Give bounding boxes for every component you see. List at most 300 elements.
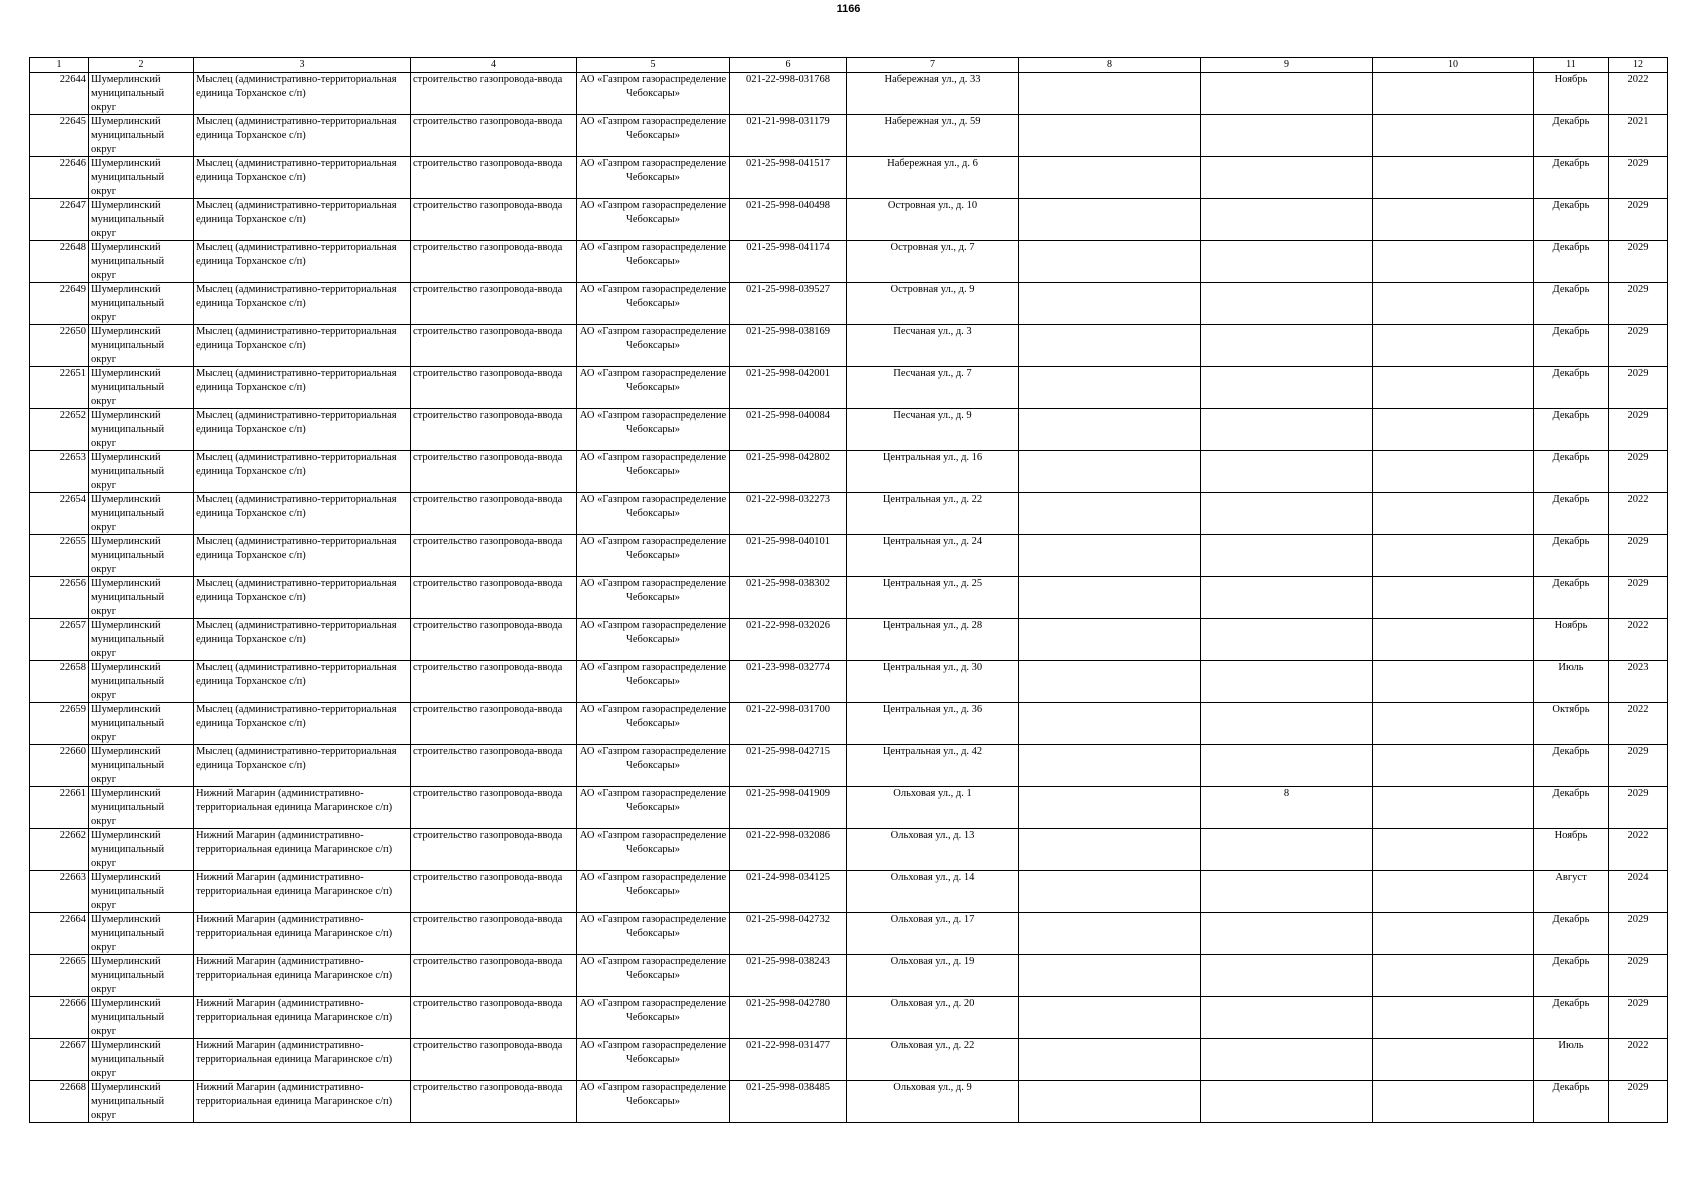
object-code-cell-text: 021-22-998-032086	[746, 830, 830, 841]
month-cell	[1534, 661, 1609, 703]
column-9-cell-text	[1203, 535, 1370, 576]
year-cell-text: 2022	[1627, 704, 1649, 715]
month-cell	[1534, 409, 1609, 451]
row-number	[30, 241, 89, 283]
column-10-cell	[1373, 829, 1534, 871]
column-9-cell-text	[1203, 871, 1370, 912]
table-row	[30, 409, 1668, 451]
settlement-cell	[194, 913, 411, 955]
work-type-cell-text: строительство газопровода-ввода	[413, 1082, 563, 1093]
address-cell-text: Песчаная ул., д. 7	[893, 368, 972, 379]
column-9-cell	[1201, 913, 1373, 955]
address-cell	[847, 1039, 1019, 1081]
settlement-cell-text: Нижний Магарин (административно-территориальная единица Магаринское с/п)	[196, 998, 393, 1023]
column-9-cell-text	[1203, 325, 1370, 366]
work-type-cell-text: строительство газопровода-ввода	[413, 368, 563, 379]
register-table	[29, 57, 1668, 1123]
object-code-cell-text: 021-21-998-031179	[746, 116, 830, 127]
object-code-cell	[730, 409, 847, 451]
column-9-cell-text: 8	[1283, 788, 1290, 799]
table-row	[30, 199, 1668, 241]
district-cell-text: Шумерлинский муниципальный округ	[91, 452, 165, 491]
row-number-text: 22662	[59, 830, 86, 841]
column-9-cell	[1201, 1039, 1373, 1081]
district-cell	[89, 367, 194, 409]
work-type-cell	[411, 157, 577, 199]
table-row	[30, 745, 1668, 787]
settlement-cell-text: Мыслец (административно-территориальная единица Торханское с/п)	[196, 116, 397, 141]
column-10-cell	[1373, 157, 1534, 199]
organization-cell-text: АО «Газпром газораспределение Чебоксары»	[579, 830, 727, 855]
year-cell-text: 2022	[1627, 74, 1649, 85]
organization-cell	[577, 955, 730, 997]
table-row	[30, 73, 1668, 115]
row-number-text: 22665	[59, 956, 86, 967]
column-9-cell-text	[1203, 997, 1370, 1038]
column-9-cell	[1201, 703, 1373, 745]
organization-cell	[577, 115, 730, 157]
work-type-cell-text: строительство газопровода-ввода	[413, 704, 563, 715]
row-number	[30, 829, 89, 871]
year-cell	[1609, 367, 1668, 409]
column-9-cell	[1201, 871, 1373, 913]
year-cell	[1609, 997, 1668, 1039]
district-cell	[89, 577, 194, 619]
work-type-cell	[411, 955, 577, 997]
organization-cell	[577, 325, 730, 367]
district-cell-text: Шумерлинский муниципальный округ	[91, 116, 165, 155]
month-cell-text: Декабрь	[1552, 368, 1590, 379]
column-10-cell-text	[1375, 493, 1531, 534]
column-10-cell-text	[1375, 619, 1531, 660]
table-row	[30, 913, 1668, 955]
column-9-cell-text	[1203, 1039, 1370, 1080]
district-cell	[89, 157, 194, 199]
organization-cell	[577, 871, 730, 913]
object-code-cell-text: 021-25-998-042715	[746, 746, 830, 757]
settlement-cell-text: Мыслец (административно-территориальная единица Торханское с/п)	[196, 326, 397, 351]
column-8-cell	[1019, 787, 1201, 829]
column-8-cell-text	[1021, 1081, 1198, 1122]
year-cell	[1609, 451, 1668, 493]
object-code-cell-text: 021-22-998-032026	[746, 620, 830, 631]
month-cell-text: Ноябрь	[1554, 830, 1588, 841]
table-row	[30, 157, 1668, 199]
organization-cell	[577, 997, 730, 1039]
object-code-cell	[730, 73, 847, 115]
object-code-cell-text: 021-25-998-038302	[746, 578, 830, 589]
column-header-9: 9	[1201, 58, 1373, 73]
district-cell	[89, 619, 194, 661]
month-cell	[1534, 997, 1609, 1039]
column-10-cell	[1373, 619, 1534, 661]
address-cell-text: Центральная ул., д. 28	[882, 620, 983, 631]
table-row	[30, 367, 1668, 409]
month-cell-text: Декабрь	[1552, 158, 1590, 169]
table-row	[30, 535, 1668, 577]
month-cell	[1534, 577, 1609, 619]
month-cell	[1534, 1039, 1609, 1081]
settlement-cell-text: Нижний Магарин (административно-территориальная единица Магаринское с/п)	[196, 788, 393, 813]
column-10-cell-text	[1375, 745, 1531, 786]
column-8-cell-text	[1021, 493, 1198, 534]
column-header-8: 8	[1019, 58, 1201, 73]
district-cell-text: Шумерлинский муниципальный округ	[91, 74, 165, 113]
object-code-cell-text: 021-25-998-042780	[746, 998, 830, 1009]
column-9-cell	[1201, 451, 1373, 493]
address-cell	[847, 661, 1019, 703]
work-type-cell-text: строительство газопровода-ввода	[413, 914, 563, 925]
settlement-cell-text: Нижний Магарин (административно-территориальная единица Магаринское с/п)	[196, 1040, 393, 1065]
table-row	[30, 703, 1668, 745]
year-cell-text: 2029	[1627, 746, 1649, 757]
settlement-cell	[194, 619, 411, 661]
year-cell	[1609, 199, 1668, 241]
year-cell-text: 2029	[1627, 284, 1649, 295]
year-cell	[1609, 409, 1668, 451]
month-cell-text: Июль	[1558, 662, 1584, 673]
year-cell	[1609, 829, 1668, 871]
organization-cell	[577, 199, 730, 241]
column-10-cell-text	[1375, 367, 1531, 408]
object-code-cell	[730, 661, 847, 703]
address-cell	[847, 829, 1019, 871]
column-8-cell-text	[1021, 535, 1198, 576]
column-10-cell	[1373, 409, 1534, 451]
work-type-cell	[411, 451, 577, 493]
address-cell-text: Островная ул., д. 7	[890, 242, 975, 253]
year-cell	[1609, 1081, 1668, 1123]
work-type-cell	[411, 283, 577, 325]
object-code-cell	[730, 241, 847, 283]
organization-cell	[577, 829, 730, 871]
column-header-3: 3	[194, 58, 411, 73]
work-type-cell-text: строительство газопровода-ввода	[413, 620, 563, 631]
month-cell	[1534, 703, 1609, 745]
settlement-cell-text: Мыслец (административно-территориальная единица Торханское с/п)	[196, 746, 397, 771]
table-row	[30, 787, 1668, 829]
year-cell	[1609, 241, 1668, 283]
column-9-cell-text	[1203, 493, 1370, 534]
settlement-cell	[194, 829, 411, 871]
column-10-cell-text	[1375, 1081, 1531, 1122]
column-9-cell	[1201, 367, 1373, 409]
district-cell-text: Шумерлинский муниципальный округ	[91, 494, 165, 533]
column-9-cell-text	[1203, 955, 1370, 996]
column-10-cell	[1373, 661, 1534, 703]
column-10-cell-text	[1375, 157, 1531, 198]
table-row	[30, 871, 1668, 913]
month-cell-text: Декабрь	[1552, 788, 1590, 799]
address-cell-text: Центральная ул., д. 42	[882, 746, 983, 757]
column-9-cell-text	[1203, 283, 1370, 324]
column-9-cell-text	[1203, 703, 1370, 744]
month-cell	[1534, 619, 1609, 661]
object-code-cell	[730, 493, 847, 535]
column-9-cell	[1201, 745, 1373, 787]
year-cell	[1609, 787, 1668, 829]
address-cell	[847, 115, 1019, 157]
row-number-text: 22655	[59, 536, 86, 547]
organization-cell-text: АО «Газпром газораспределение Чебоксары»	[579, 788, 727, 813]
column-8-cell	[1019, 325, 1201, 367]
year-cell-text: 2021	[1627, 116, 1649, 127]
row-number	[30, 367, 89, 409]
work-type-cell	[411, 829, 577, 871]
row-number-text: 22650	[59, 326, 86, 337]
column-9-cell-text	[1203, 409, 1370, 450]
district-cell	[89, 451, 194, 493]
year-cell	[1609, 871, 1668, 913]
row-number	[30, 325, 89, 367]
settlement-cell	[194, 115, 411, 157]
district-cell-text: Шумерлинский муниципальный округ	[91, 158, 165, 197]
column-10-cell	[1373, 283, 1534, 325]
organization-cell	[577, 913, 730, 955]
object-code-cell	[730, 535, 847, 577]
district-cell-text: Шумерлинский муниципальный округ	[91, 1040, 165, 1079]
work-type-cell	[411, 409, 577, 451]
column-9-cell	[1201, 1081, 1373, 1123]
object-code-cell	[730, 997, 847, 1039]
address-cell	[847, 451, 1019, 493]
work-type-cell	[411, 73, 577, 115]
row-number	[30, 73, 89, 115]
column-10-cell-text	[1375, 199, 1531, 240]
work-type-cell	[411, 661, 577, 703]
table-row	[30, 451, 1668, 493]
settlement-cell-text: Мыслец (административно-территориальная единица Торханское с/п)	[196, 284, 397, 309]
column-8-cell	[1019, 451, 1201, 493]
row-number	[30, 199, 89, 241]
district-cell	[89, 745, 194, 787]
column-8-cell	[1019, 73, 1201, 115]
work-type-cell	[411, 871, 577, 913]
organization-cell	[577, 577, 730, 619]
organization-cell-text: АО «Газпром газораспределение Чебоксары»	[579, 452, 727, 477]
column-8-cell-text	[1021, 997, 1198, 1038]
row-number	[30, 1039, 89, 1081]
settlement-cell	[194, 325, 411, 367]
column-8-cell	[1019, 409, 1201, 451]
column-header-10: 10	[1373, 58, 1534, 73]
district-cell	[89, 871, 194, 913]
object-code-cell	[730, 157, 847, 199]
month-cell-text: Декабрь	[1552, 536, 1590, 547]
year-cell	[1609, 703, 1668, 745]
column-9-cell	[1201, 577, 1373, 619]
month-cell-text: Декабрь	[1552, 200, 1590, 211]
column-8-cell-text	[1021, 745, 1198, 786]
object-code-cell	[730, 115, 847, 157]
column-8-cell	[1019, 157, 1201, 199]
district-cell	[89, 997, 194, 1039]
column-8-cell-text	[1021, 703, 1198, 744]
column-header-5: 5	[577, 58, 730, 73]
address-cell	[847, 1081, 1019, 1123]
column-8-cell	[1019, 577, 1201, 619]
column-9-cell	[1201, 535, 1373, 577]
district-cell	[89, 409, 194, 451]
column-8-cell	[1019, 913, 1201, 955]
settlement-cell-text: Нижний Магарин (административно-территориальная единица Магаринское с/п)	[196, 830, 393, 855]
district-cell	[89, 1039, 194, 1081]
column-9-cell	[1201, 787, 1373, 829]
year-cell-text: 2029	[1627, 998, 1649, 1009]
column-10-cell-text	[1375, 829, 1531, 870]
organization-cell	[577, 409, 730, 451]
column-8-cell-text	[1021, 661, 1198, 702]
column-10-cell	[1373, 241, 1534, 283]
object-code-cell-text: 021-25-998-042001	[746, 368, 830, 379]
address-cell	[847, 325, 1019, 367]
address-cell	[847, 787, 1019, 829]
work-type-cell-text: строительство газопровода-ввода	[413, 788, 563, 799]
table-row	[30, 997, 1668, 1039]
work-type-cell-text: строительство газопровода-ввода	[413, 452, 563, 463]
work-type-cell	[411, 703, 577, 745]
table-row	[30, 1039, 1668, 1081]
column-9-cell-text	[1203, 829, 1370, 870]
column-10-cell-text	[1375, 241, 1531, 282]
column-10-cell	[1373, 73, 1534, 115]
address-cell-text: Ольховая ул., д. 20	[890, 998, 975, 1009]
object-code-cell-text: 021-22-998-031700	[746, 704, 830, 715]
object-code-cell-text: 021-22-998-032273	[746, 494, 830, 505]
address-cell	[847, 409, 1019, 451]
work-type-cell-text: строительство газопровода-ввода	[413, 830, 563, 841]
settlement-cell	[194, 577, 411, 619]
organization-cell-text: АО «Газпром газораспределение Чебоксары»	[579, 746, 727, 771]
address-cell	[847, 241, 1019, 283]
row-number-text: 22647	[59, 200, 86, 211]
column-10-cell-text	[1375, 997, 1531, 1038]
month-cell	[1534, 157, 1609, 199]
address-cell	[847, 955, 1019, 997]
column-8-cell	[1019, 871, 1201, 913]
row-number	[30, 955, 89, 997]
district-cell	[89, 955, 194, 997]
month-cell	[1534, 241, 1609, 283]
column-9-cell	[1201, 325, 1373, 367]
column-10-cell	[1373, 1081, 1534, 1123]
column-header-11: 11	[1534, 58, 1609, 73]
object-code-cell-text: 021-25-998-039527	[746, 284, 830, 295]
settlement-cell	[194, 157, 411, 199]
column-8-cell-text	[1021, 199, 1198, 240]
month-cell	[1534, 115, 1609, 157]
object-code-cell-text: 021-25-998-040084	[746, 410, 830, 421]
year-cell	[1609, 619, 1668, 661]
organization-cell	[577, 73, 730, 115]
year-cell	[1609, 115, 1668, 157]
object-code-cell	[730, 1039, 847, 1081]
work-type-cell-text: строительство газопровода-ввода	[413, 284, 563, 295]
settlement-cell-text: Мыслец (административно-территориальная единица Торханское с/п)	[196, 410, 397, 435]
district-cell	[89, 829, 194, 871]
year-cell-text: 2029	[1627, 578, 1649, 589]
object-code-cell	[730, 283, 847, 325]
table-row	[30, 619, 1668, 661]
table-row	[30, 115, 1668, 157]
month-cell-text: Ноябрь	[1554, 620, 1588, 631]
table-row	[30, 325, 1668, 367]
settlement-cell-text: Мыслец (административно-территориальная единица Торханское с/п)	[196, 494, 397, 519]
district-cell-text: Шумерлинский муниципальный округ	[91, 746, 165, 785]
district-cell	[89, 73, 194, 115]
object-code-cell-text: 021-23-998-032774	[746, 662, 830, 673]
address-cell-text: Песчаная ул., д. 3	[893, 326, 972, 337]
header-row	[30, 58, 1668, 73]
organization-cell-text: АО «Газпром газораспределение Чебоксары»	[579, 998, 727, 1023]
month-cell	[1534, 1081, 1609, 1123]
year-cell-text: 2029	[1627, 326, 1649, 337]
column-8-cell	[1019, 1081, 1201, 1123]
address-cell	[847, 913, 1019, 955]
column-8-cell-text	[1021, 451, 1198, 492]
row-number-text: 22653	[59, 452, 86, 463]
organization-cell-text: АО «Газпром газораспределение Чебоксары»	[579, 242, 727, 267]
settlement-cell	[194, 871, 411, 913]
year-cell	[1609, 535, 1668, 577]
district-cell-text: Шумерлинский муниципальный округ	[91, 914, 165, 953]
district-cell	[89, 535, 194, 577]
organization-cell-text: АО «Газпром газораспределение Чебоксары»	[579, 1040, 727, 1065]
district-cell-text: Шумерлинский муниципальный округ	[91, 956, 165, 995]
address-cell	[847, 703, 1019, 745]
settlement-cell-text: Нижний Магарин (административно-территориальная единица Магаринское с/п)	[196, 956, 393, 981]
organization-cell-text: АО «Газпром газораспределение Чебоксары»	[579, 956, 727, 981]
object-code-cell	[730, 745, 847, 787]
row-number-text: 22657	[59, 620, 86, 631]
year-cell	[1609, 955, 1668, 997]
year-cell-text: 2029	[1627, 242, 1649, 253]
address-cell	[847, 619, 1019, 661]
column-10-cell	[1373, 577, 1534, 619]
column-8-cell	[1019, 535, 1201, 577]
column-10-cell-text	[1375, 577, 1531, 618]
month-cell	[1534, 535, 1609, 577]
year-cell	[1609, 493, 1668, 535]
row-number-text: 22664	[59, 914, 86, 925]
work-type-cell-text: строительство газопровода-ввода	[413, 326, 563, 337]
organization-cell-text: АО «Газпром газораспределение Чебоксары»	[579, 536, 727, 561]
column-10-cell	[1373, 703, 1534, 745]
column-header-1: 1	[30, 58, 89, 73]
column-8-cell-text	[1021, 241, 1198, 282]
column-8-cell-text	[1021, 115, 1198, 156]
address-cell	[847, 199, 1019, 241]
address-cell	[847, 997, 1019, 1039]
column-8-cell-text	[1021, 1039, 1198, 1080]
column-8-cell	[1019, 1039, 1201, 1081]
column-9-cell	[1201, 955, 1373, 997]
year-cell	[1609, 157, 1668, 199]
district-cell	[89, 703, 194, 745]
organization-cell	[577, 283, 730, 325]
row-number-text: 22654	[59, 494, 86, 505]
row-number-text: 22663	[59, 872, 86, 883]
column-9-cell-text	[1203, 745, 1370, 786]
work-type-cell	[411, 619, 577, 661]
column-8-cell-text	[1021, 367, 1198, 408]
work-type-cell	[411, 535, 577, 577]
organization-cell-text: АО «Газпром газораспределение Чебоксары»	[579, 158, 727, 183]
year-cell-text: 2029	[1627, 158, 1649, 169]
column-10-cell-text	[1375, 283, 1531, 324]
year-cell	[1609, 73, 1668, 115]
district-cell	[89, 661, 194, 703]
